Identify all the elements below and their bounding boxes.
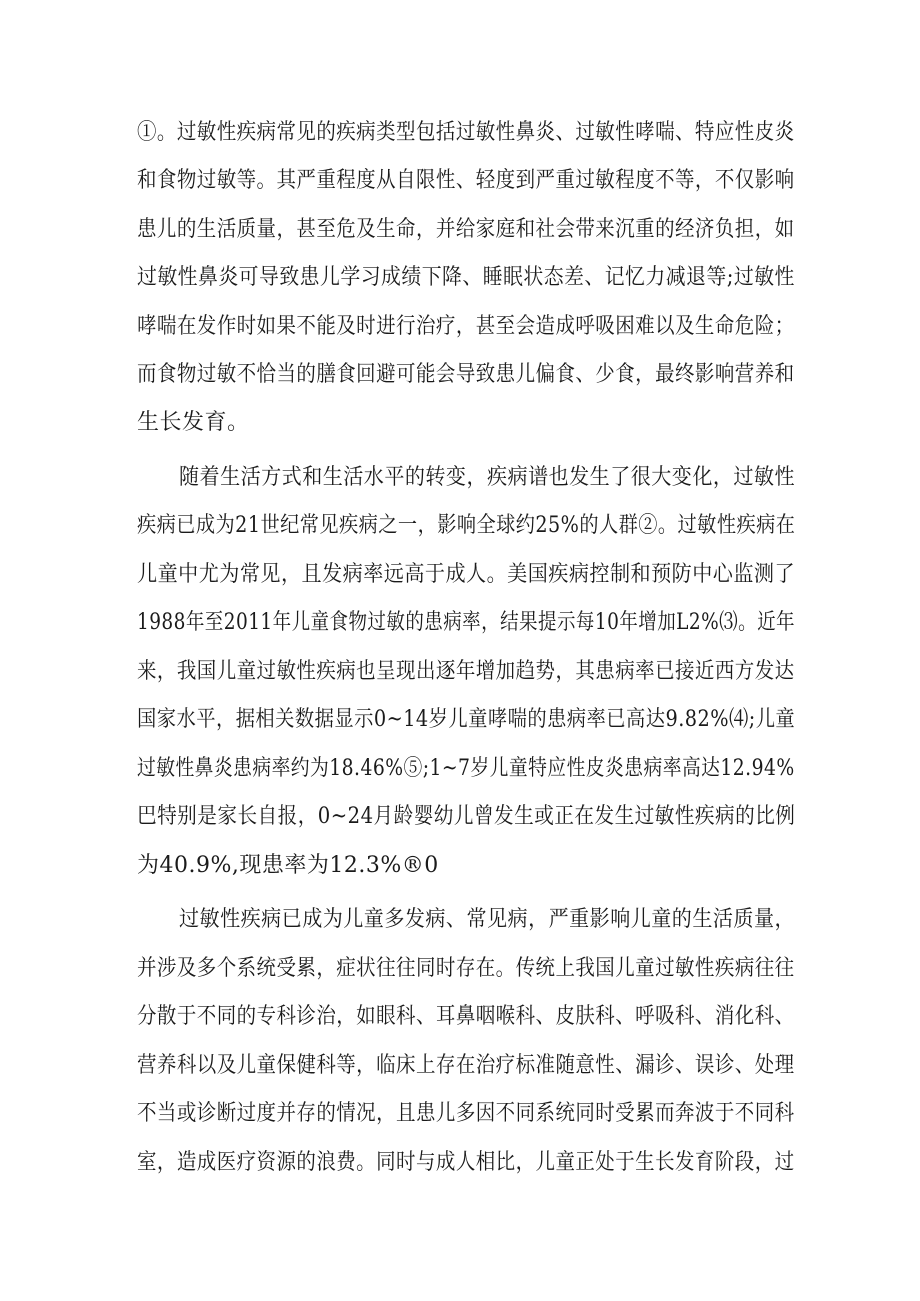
text-line: 儿童中尤为常见，且发病率远高于成人。美国疾病控制和预防中心监测了 xyxy=(137,562,796,587)
text-line: 随着生活方式和生活水平的转变，疾病谱也发生了很大变化，过敏性 xyxy=(179,465,796,490)
text-line: 来，我国儿童过敏性疾病也呈现出逐年增加趋势，其患病率已接近西方发达 xyxy=(137,659,795,684)
text-line: 分散于不同的专科诊治，如眼科、耳鼻咽喉科、皮肤科、呼吸科、消化科、 xyxy=(137,1004,795,1029)
text-line: 过敏性疾病已成为儿童多发病、常见病，严重影响儿童的生活质量， xyxy=(179,907,796,932)
text-line: 患儿的生活质量，甚至危及生命，并给家庭和社会带来沉重的经济负担，如 xyxy=(137,217,795,242)
text-line: 过敏性鼻炎可导致患儿学习成绩下降、睡眠状态差、记忆力减退等;过敏性 xyxy=(137,265,795,290)
text-line: 疾病已成为21世纪常见疾病之一，影响全球约25%的人群②。过敏性疾病在 xyxy=(137,513,796,538)
text-line: ①。过敏性疾病常见的疾病类型包括过敏性鼻炎、过敏性哮喘、特应性皮炎 xyxy=(137,120,795,145)
text-line: 过敏性鼻炎患病率约为18.46%⑤;1~7岁儿童特应性皮炎患病率高达12.94% xyxy=(137,756,795,781)
text-line: 并涉及多个系统受累，症状往往同时存在。传统上我国儿童过敏性疾病往往 xyxy=(137,956,795,981)
text-line: 国家水平，据相关数据显示0~14岁儿童哮喘的患病率已高达9.82%⑷;儿童 xyxy=(137,707,796,732)
text-line: 营养科以及儿童保健科等，临床上存在治疗标准随意性、漏诊、误诊、处理 xyxy=(137,1053,795,1078)
text-line: 1988年至2011年儿童食物过敏的患病率，结果提示每10年增加L2%⑶。近年 xyxy=(137,610,795,635)
text-line: 为40.9%,现患率为12.3%®0 xyxy=(137,853,439,878)
text-line: 巴特别是家长自报，0~24月龄婴幼儿曾发生或正在发生过敏性疾病的比例 xyxy=(137,804,796,829)
text-line: 不当或诊断过度并存的情况，且患儿多因不同系统同时受累而奔波于不同科 xyxy=(137,1101,795,1126)
text-line: 室，造成医疗资源的浪费。同时与成人相比，儿童正处于生长发育阶段，过 xyxy=(137,1150,795,1175)
text-line: 而食物过敏不恰当的膳食回避可能会导致患儿偏食、少食，最终影响营养和 xyxy=(137,362,795,387)
text-line: 生长发育。 xyxy=(137,410,250,435)
text-line: 和食物过敏等。其严重程度从自限性、轻度到严重过敏程度不等，不仅影响 xyxy=(137,168,795,193)
text-line: 哮喘在发作时如果不能及时进行治疗，甚至会造成呼吸困难以及生命危险； xyxy=(137,314,795,339)
